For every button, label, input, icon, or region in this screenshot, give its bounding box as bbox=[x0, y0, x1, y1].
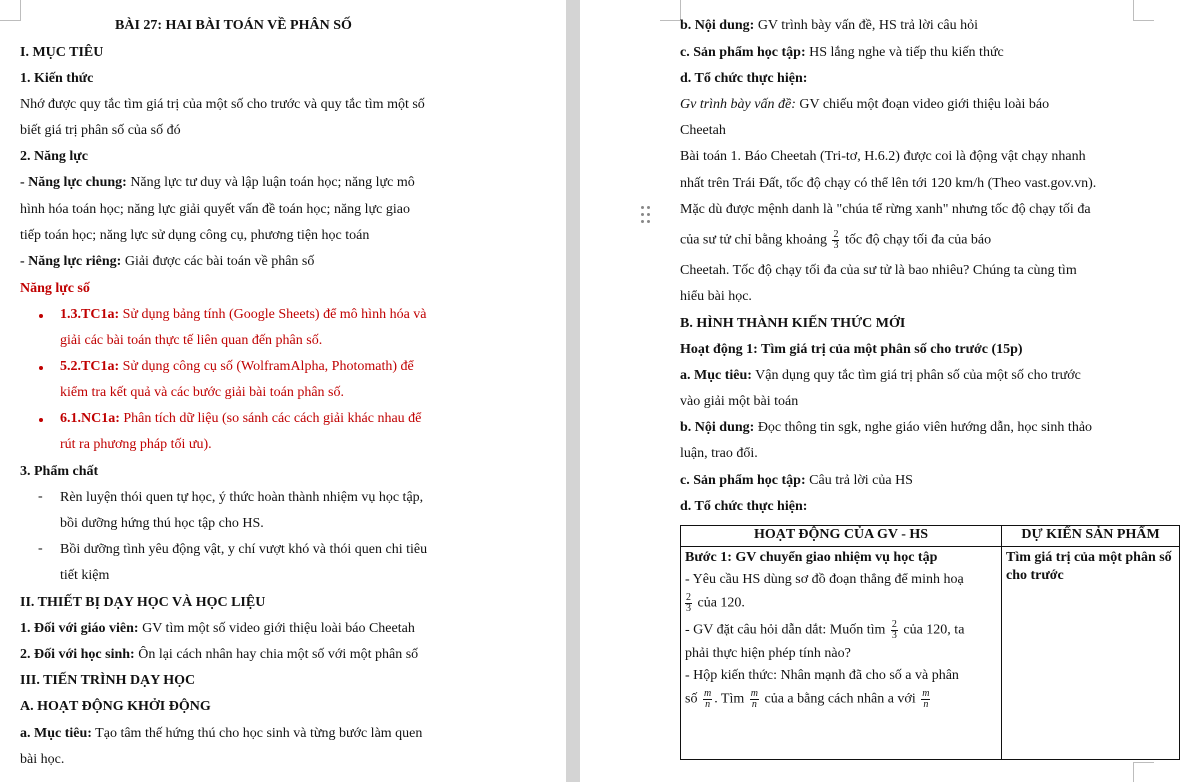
text: của sư tử chỉ bằng khoảng bbox=[680, 232, 831, 248]
paragraph-line: hiểu bài học. bbox=[680, 289, 752, 304]
paragraph-line: Bài toán 1. Báo Cheetah (Tri-tơ, H.6.2) được coi là động vật chạy nhanh bbox=[680, 149, 1086, 164]
paragraph-line bbox=[680, 472, 913, 490]
label: a. Mục tiêu: bbox=[680, 368, 752, 383]
section-heading: I. MỤC TIÊU bbox=[20, 45, 104, 60]
paragraph-line: Rèn luyện thói quen tự học, ý thức hoàn thành nhiệm vụ học tập, bbox=[60, 490, 424, 505]
fraction-numerator: m bbox=[703, 688, 712, 699]
dash-marker: - bbox=[38, 541, 43, 556]
fraction-denominator: n bbox=[751, 699, 757, 710]
label: Gv trình bày vấn đề: bbox=[680, 97, 796, 112]
table-header-row bbox=[681, 526, 1180, 547]
bullet-line bbox=[60, 358, 414, 376]
competence-code: 5.2.TC1a: bbox=[60, 359, 120, 374]
subsection-heading: 3. Phẩm chất bbox=[20, 464, 99, 479]
section-heading: A. HOẠT ĐỘNG KHỞI ĐỘNG bbox=[20, 699, 211, 714]
paragraph-line bbox=[20, 725, 422, 743]
subsection-heading: 1. Kiến thức bbox=[20, 71, 94, 86]
fraction bbox=[891, 620, 898, 641]
text: Vận dụng quy tắc tìm giá trị phân số của một số cho trước bbox=[751, 368, 1081, 383]
fraction-denominator: n bbox=[923, 699, 929, 710]
text: Sử dụng bảng tính (Google Sheets) để mô hình hóa và bbox=[119, 307, 427, 322]
bullet-line bbox=[60, 410, 421, 428]
label: 2. Đối với học sinh: bbox=[20, 647, 135, 662]
lesson-title: BÀI 27: HAI BÀI TOÁN VỀ PHÂN SỐ bbox=[115, 18, 352, 33]
paragraph-line: biết giá trị phân số của số đó bbox=[20, 123, 181, 138]
text: số bbox=[685, 691, 701, 707]
page-gutter bbox=[566, 0, 580, 782]
fraction bbox=[921, 689, 930, 710]
bullet-line: rút ra phương pháp tối ưu). bbox=[60, 437, 212, 452]
page-corner-mark bbox=[660, 0, 681, 21]
text: của 120. bbox=[694, 595, 745, 611]
paragraph-line bbox=[20, 620, 415, 638]
text: Đọc thông tin sgk, nghe giáo viên hướng dẫn, học sinh thảo bbox=[754, 420, 1093, 435]
fraction-numerator: 2 bbox=[686, 592, 691, 603]
label: c. Sản phẩm học tập: bbox=[680, 473, 806, 488]
text: GV chiếu một đoạn video giới thiệu loài báo bbox=[795, 97, 1050, 112]
paragraph-line bbox=[680, 419, 1092, 437]
label: a. Mục tiêu: bbox=[20, 726, 92, 741]
cell-line bbox=[685, 593, 997, 614]
table-row bbox=[681, 547, 1180, 760]
bullet-line bbox=[60, 306, 427, 324]
section-heading: III. TIẾN TRÌNH DẠY HỌC bbox=[20, 673, 196, 688]
paragraph-line: bồi dưỡng hứng thú học tập cho HS. bbox=[60, 516, 264, 531]
paragraph-line: d. Tổ chức thực hiện: bbox=[680, 71, 808, 86]
bullet-line: kiểm tra kết quả và các bước giải bài toán phân số. bbox=[60, 385, 344, 400]
fraction bbox=[703, 689, 712, 710]
page-corner-mark bbox=[1133, 0, 1154, 21]
label: b. Nội dung: bbox=[680, 18, 755, 33]
text: tốc độ chạy tối đa của báo bbox=[841, 232, 992, 248]
text: GV tìm một số video giới thiệu loài báo Cheetah bbox=[138, 621, 415, 636]
competence-code: 6.1.NC1a: bbox=[60, 411, 120, 426]
label: - Năng lực riêng: bbox=[20, 254, 122, 269]
section-heading: II. THIẾT BỊ DẠY HỌC VÀ HỌC LIỆU bbox=[20, 595, 266, 610]
fraction-denominator: n bbox=[705, 699, 711, 710]
table-header-cell: HOẠT ĐỘNG CỦA GV - HS bbox=[681, 526, 1002, 547]
competence-code: 1.3.TC1a: bbox=[60, 307, 120, 322]
paragraph-line bbox=[20, 174, 415, 192]
fraction-numerator: m bbox=[750, 688, 758, 699]
paragraph-line: tiết kiệm bbox=[60, 568, 110, 583]
activity-heading: Hoạt động 1: Tìm giá trị của một phân số cho trước (15p) bbox=[680, 342, 1023, 357]
fraction bbox=[750, 689, 759, 710]
label: 1. Đối với giáo viên: bbox=[20, 621, 139, 636]
bullet-icon bbox=[39, 366, 43, 370]
table-cell-product: Tìm giá trị của một phân số cho trước bbox=[1002, 547, 1180, 760]
paragraph-line bbox=[680, 230, 991, 251]
text: - GV đặt câu hỏi dẫn dắt: Muốn tìm bbox=[685, 622, 889, 638]
paragraph-line: luận, trao đổi. bbox=[680, 446, 758, 461]
dash-marker: - bbox=[38, 489, 43, 504]
paragraph-line bbox=[20, 253, 314, 271]
fraction-numerator: 2 bbox=[891, 619, 897, 630]
text: Tạo tâm thế hứng thú cho học sinh và từng bước làm quen bbox=[91, 726, 423, 741]
subsection-heading: 2. Năng lực bbox=[20, 149, 88, 164]
section-heading: B. HÌNH THÀNH KIẾN THỨC MỚI bbox=[680, 316, 906, 331]
text: Ôn lại cách nhân hay chia một số với một phân số bbox=[134, 647, 419, 662]
label: c. Sản phẩm học tập: bbox=[680, 45, 806, 60]
paragraph-line: Cheetah. Tốc độ chạy tối đa của sư tử là bao nhiêu? Chúng ta cùng tìm bbox=[680, 263, 1077, 278]
table-header-cell: DỰ KIẾN SẢN PHẨM bbox=[1002, 526, 1180, 547]
fraction bbox=[685, 593, 692, 614]
bullet-icon bbox=[39, 314, 43, 318]
step-heading: Bước 1: GV chuyển giao nhiệm vụ học tập bbox=[685, 550, 938, 565]
digital-competence-heading: Năng lực số bbox=[20, 281, 90, 296]
drag-handle-icon[interactable] bbox=[641, 206, 653, 224]
text: . Tìm bbox=[714, 691, 748, 707]
text: Phân tích dữ liệu (so sánh các cách giải khác nhau để bbox=[119, 411, 422, 426]
bullet-line: giải các bài toán thực tế liên quan đến phân số. bbox=[60, 333, 323, 348]
paragraph-line: Nhớ được quy tắc tìm giá trị của một số cho trước và quy tắc tìm một số bbox=[20, 97, 425, 112]
fraction-numerator: m bbox=[922, 688, 930, 699]
fraction-denominator: 3 bbox=[833, 240, 839, 251]
paragraph-line bbox=[680, 44, 1004, 62]
paragraph-line: d. Tổ chức thực hiện: bbox=[680, 499, 808, 514]
page-corner-mark bbox=[0, 0, 21, 21]
fraction-denominator: 3 bbox=[891, 630, 897, 641]
table-cell-activity bbox=[681, 547, 1002, 760]
paragraph-line: nhất trên Trái Đất, tốc độ chạy có thể lên tới 120 km/h (Theo vast.gov.vn). bbox=[680, 176, 1097, 191]
paragraph-line: Cheetah bbox=[680, 123, 726, 138]
cell-line: phải thực hiện phép tính nào? bbox=[685, 646, 851, 661]
paragraph-line bbox=[680, 367, 1081, 385]
paragraph-line: tiếp toán học; năng lực sử dụng công cụ, phương tiện học toán bbox=[20, 228, 370, 243]
paragraph-line bbox=[20, 646, 418, 664]
label: - Năng lực chung: bbox=[20, 175, 127, 190]
text: của 120, ta bbox=[899, 622, 965, 638]
document-page-left bbox=[0, 0, 566, 782]
label: b. Nội dung: bbox=[680, 420, 755, 435]
text: Năng lực tư duy và lập luận toán học; năng lực mô bbox=[126, 175, 415, 190]
page-corner-mark bbox=[1133, 762, 1154, 782]
paragraph-line bbox=[680, 17, 978, 35]
paragraph-line: bài học. bbox=[20, 752, 65, 767]
fraction bbox=[832, 230, 839, 251]
cell-line: - Yêu cầu HS dùng sơ đồ đoạn thẳng để minh hoạ bbox=[685, 572, 964, 587]
cell-line bbox=[685, 620, 997, 641]
text: Giải được các bài toán về phân số bbox=[121, 254, 315, 269]
activity-table bbox=[680, 525, 1180, 760]
bullet-icon bbox=[39, 418, 43, 422]
text: Câu trả lời của HS bbox=[805, 473, 913, 488]
text: của a bằng cách nhân a với bbox=[761, 691, 920, 707]
fraction-denominator: 3 bbox=[686, 603, 691, 614]
paragraph-line: hình hóa toán học; năng lực giải quyết vấn đề toán học; năng lực giao bbox=[20, 202, 410, 217]
text: GV trình bày vấn đề, HS trả lời câu hỏi bbox=[754, 18, 979, 33]
paragraph-line: Mặc dù được mệnh danh là "chúa tể rừng xanh" nhưng tốc độ chạy tối đa bbox=[680, 202, 1091, 217]
cell-line bbox=[685, 689, 997, 710]
text: Sử dụng công cụ số (WolframAlpha, Photomath) để bbox=[119, 359, 414, 374]
fraction-numerator: 2 bbox=[833, 229, 839, 240]
cell-line: - Hộp kiến thức: Nhân mạnh đã cho số a và phân bbox=[685, 668, 959, 683]
paragraph-line: vào giải một bài toán bbox=[680, 394, 799, 409]
paragraph-line bbox=[680, 96, 1049, 114]
text: HS lắng nghe và tiếp thu kiến thức bbox=[805, 45, 1004, 60]
paragraph-line: Bồi dưỡng tình yêu động vật, y chí vượt khó và thói quen chi tiêu bbox=[60, 542, 428, 557]
